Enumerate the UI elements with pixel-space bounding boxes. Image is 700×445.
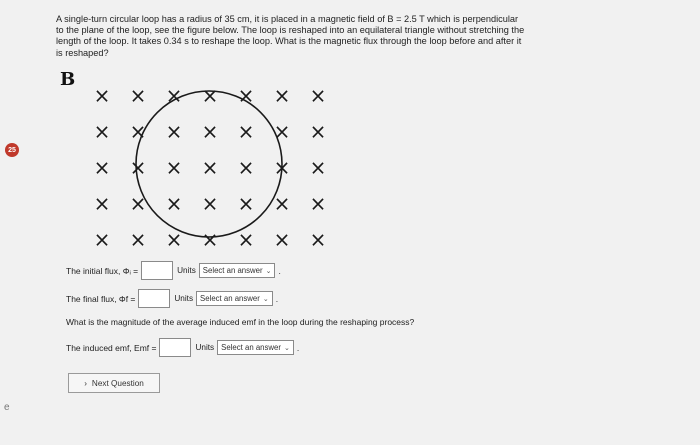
magnetic-field-figure xyxy=(56,66,346,256)
field-cross: × xyxy=(129,227,147,252)
select-text: Select an answer xyxy=(200,294,260,303)
initial-flux-row xyxy=(66,261,281,280)
field-cross: × xyxy=(237,83,255,108)
select-text: Select an answer xyxy=(202,266,263,275)
field-cross: × xyxy=(273,191,291,216)
field-cross: × xyxy=(237,191,255,216)
question-text: A single-turn circular loop has a radius of 35 cm, it is placed in a magnetic field of B = 2.5 T which is perpendicular to the plane of the loop, see the figure below. The loop is reshaped into an equilateral triangle without stretching the length of the loop. It takes 0.34 s to reshape the loop. What is the magnetic flux through the loop before and after it is reshaped? xyxy=(56,14,525,58)
field-cross: × xyxy=(129,83,147,108)
field-cross: × xyxy=(201,155,219,180)
trailing-period: . xyxy=(278,265,281,276)
field-cross: × xyxy=(237,119,255,144)
final-flux-input[interactable] xyxy=(138,289,170,308)
initial-flux-units-select[interactable] xyxy=(199,263,276,278)
field-cross: × xyxy=(273,227,291,252)
next-question-button[interactable] xyxy=(68,373,160,393)
trailing-period: . xyxy=(275,293,279,304)
initial-flux-label: The initial flux, Φᵢ = xyxy=(66,265,139,276)
field-cross: × xyxy=(237,227,255,252)
field-cross: × xyxy=(93,191,111,216)
field-cross: × xyxy=(93,119,111,144)
field-cross: × xyxy=(201,83,219,108)
field-cross: × xyxy=(129,119,147,144)
select-text: Select an answer xyxy=(221,343,281,352)
next-question-label: Next Question xyxy=(91,378,144,388)
emf-input[interactable] xyxy=(159,338,191,357)
field-cross: × xyxy=(129,191,147,216)
field-cross: × xyxy=(165,119,183,144)
field-cross: × xyxy=(201,191,219,216)
field-cross: × xyxy=(129,155,147,180)
field-cross: × xyxy=(201,119,219,144)
field-cross: × xyxy=(309,119,327,144)
field-cross: × xyxy=(201,227,219,252)
trailing-period: . xyxy=(296,342,300,353)
field-cross: × xyxy=(309,83,327,108)
field-cross: × xyxy=(93,155,111,180)
final-flux-units-label: Units xyxy=(174,294,194,303)
chevron-down-icon: ⌄ xyxy=(265,267,272,275)
edge-text: e xyxy=(4,402,10,413)
field-cross: × xyxy=(165,83,183,108)
emf-units-label: Units xyxy=(195,343,215,352)
chevron-right-icon: › xyxy=(84,378,87,388)
chevron-down-icon: ⌄ xyxy=(262,295,269,303)
field-label: B xyxy=(60,69,76,90)
final-flux-units-select[interactable] xyxy=(196,291,273,306)
field-cross: × xyxy=(273,155,291,180)
final-flux-label: The final flux, Φf = xyxy=(66,293,136,304)
emf-question-text: What is the magnitude of the average induced emf in the loop during the reshaping process? xyxy=(66,317,415,327)
field-diagram xyxy=(56,66,346,256)
field-cross: × xyxy=(93,227,111,252)
field-cross: × xyxy=(273,119,291,144)
question-number-badge: 25 xyxy=(5,143,19,157)
emf-row xyxy=(66,338,299,357)
field-cross: × xyxy=(93,83,111,108)
field-cross: × xyxy=(165,191,183,216)
field-cross: × xyxy=(165,227,183,252)
emf-units-select[interactable] xyxy=(217,340,294,355)
field-cross: × xyxy=(309,191,327,216)
initial-flux-units-label: Units xyxy=(177,266,196,275)
final-flux-row xyxy=(66,289,278,308)
field-cross: × xyxy=(165,155,183,180)
field-cross: × xyxy=(309,155,327,180)
emf-label: The induced emf, Emf = xyxy=(66,342,157,353)
field-cross: × xyxy=(309,227,327,252)
field-cross: × xyxy=(273,83,291,108)
initial-flux-input[interactable] xyxy=(141,261,173,280)
chevron-down-icon: ⌄ xyxy=(283,344,290,352)
field-cross: × xyxy=(237,155,255,180)
